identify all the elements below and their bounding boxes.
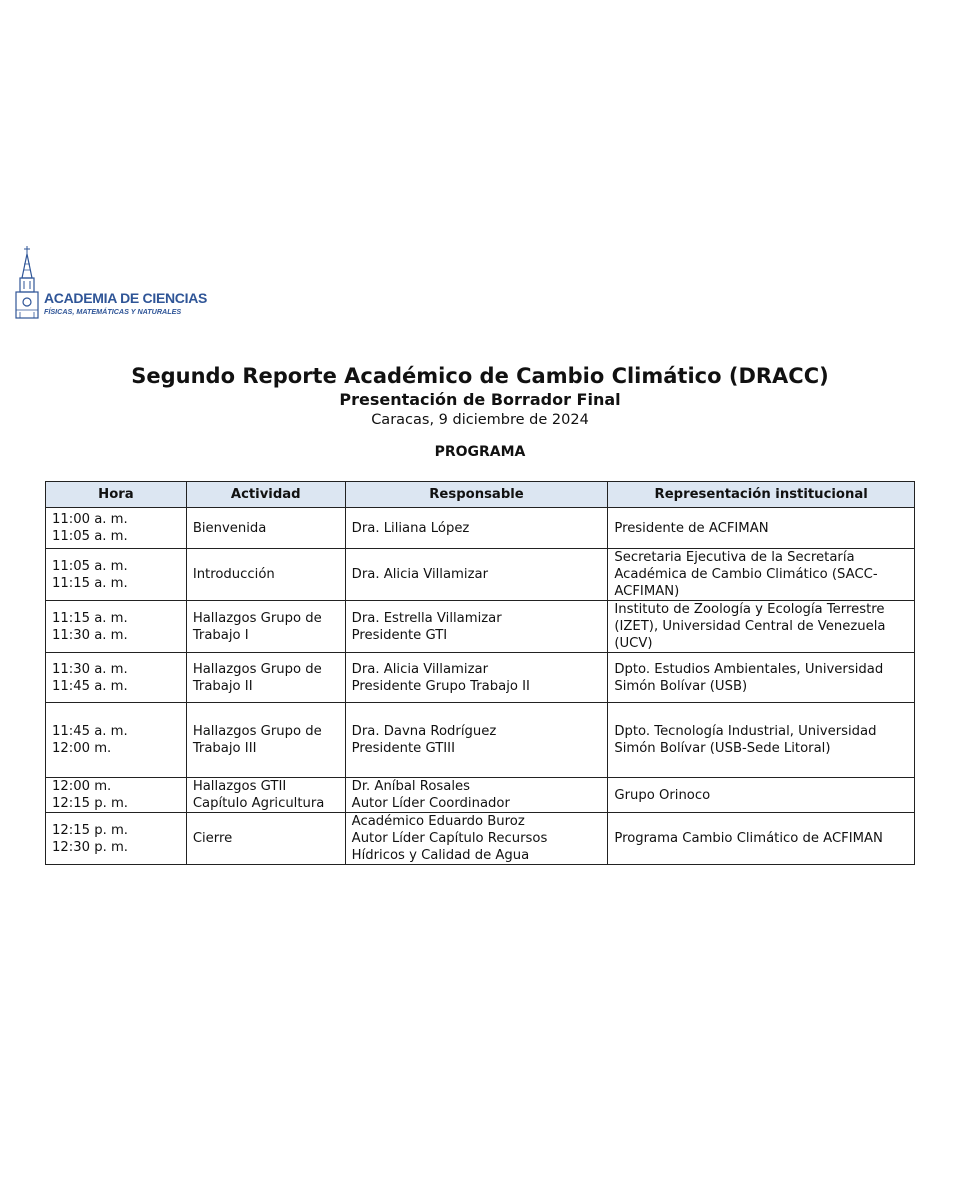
cell-responsable — [345, 508, 608, 549]
cell-line: 12:30 p. m. — [52, 839, 128, 855]
cell-line: Trabajo I — [192, 627, 249, 643]
cell-line: Grupo Orinoco — [614, 787, 711, 803]
cell-line: Autor Líder Capítulo Recursos — [351, 831, 548, 846]
cell-line: Académica de Cambio Climático (SACC- — [614, 567, 878, 582]
cell-line: Hallazgos Grupo de — [192, 724, 322, 739]
cell-representacion — [608, 778, 915, 813]
cell-line: Presidente Grupo Trabajo II — [351, 678, 530, 694]
document-title: Segundo Reporte Académico de Cambio Climático (DRACC) — [131, 364, 829, 388]
column-header-actividad: Actividad — [186, 482, 345, 508]
cell-line: Introducción — [192, 567, 275, 582]
cell-line: 11:30 a. m. — [52, 661, 128, 677]
cell-hora — [46, 508, 187, 549]
cell-actividad — [186, 601, 345, 653]
cell-line: Trabajo III — [192, 741, 257, 756]
cell-line: Secretaria Ejecutiva de la Secretaría — [614, 550, 855, 565]
cell-line: 12:15 p. m. — [52, 796, 128, 811]
cell-hora — [46, 778, 187, 813]
column-header-responsable: Responsable — [345, 482, 608, 508]
cell-line: Capítulo Agricultura — [192, 796, 325, 811]
cell-line: 12:00 m. — [52, 741, 112, 756]
column-header-representacion: Representación institucional — [608, 482, 915, 508]
cell-line: Autor Líder Coordinador — [351, 796, 510, 811]
table-row — [46, 703, 915, 778]
cell-representacion — [608, 508, 915, 549]
cell-line: Instituto de Zoología y Ecología Terrestre — [614, 602, 885, 617]
cell-line: 11:45 a. m. — [52, 724, 128, 739]
cell-line: Dra. Alicia Villamizar — [351, 661, 488, 677]
cell-responsable — [345, 549, 608, 601]
cell-line: Presidente GTI — [351, 627, 448, 643]
table-header-row — [46, 482, 915, 508]
cell-hora — [46, 653, 187, 703]
cell-representacion — [608, 549, 915, 601]
cell-responsable — [345, 813, 608, 865]
cell-hora — [46, 703, 187, 778]
cell-representacion — [608, 601, 915, 653]
cell-actividad — [186, 549, 345, 601]
cell-line: Presidente de ACFIMAN — [614, 520, 769, 536]
cell-line: Dra. Davna Rodríguez — [351, 724, 497, 739]
cell-representacion — [608, 703, 915, 778]
cell-line: Dra. Estrella Villamizar — [351, 610, 502, 626]
table-row — [46, 508, 915, 549]
cell-line: Hídricos y Calidad de Agua — [351, 848, 530, 863]
table-row — [46, 813, 915, 865]
cell-line: Hallazgos Grupo de — [192, 661, 322, 677]
program-table — [45, 481, 915, 865]
cell-actividad — [186, 703, 345, 778]
cell-representacion — [608, 653, 915, 703]
tower-logo-icon — [14, 244, 44, 322]
cell-line: Programa Cambio Climático de ACFIMAN — [614, 831, 883, 846]
cell-actividad — [186, 508, 345, 549]
cell-hora — [46, 813, 187, 865]
column-header-hora: Hora — [46, 482, 187, 508]
cell-representacion — [608, 813, 915, 865]
cell-line: Dr. Aníbal Rosales — [351, 779, 471, 794]
place-date: Caracas, 9 diciembre de 2024 — [371, 412, 589, 428]
cell-line: 12:15 p. m. — [52, 822, 128, 838]
cell-responsable — [345, 601, 608, 653]
cell-line: Trabajo II — [192, 678, 253, 694]
cell-line: (UCV) — [614, 636, 653, 651]
cell-line: Hallazgos Grupo de — [192, 610, 322, 626]
cell-line: Dpto. Estudios Ambientales, Universidad — [614, 661, 884, 677]
section-heading: PROGRAMA — [434, 444, 526, 460]
cell-actividad — [186, 653, 345, 703]
cell-line: Bienvenida — [192, 520, 267, 536]
cell-actividad — [186, 813, 345, 865]
cell-line: Presidente GTIII — [351, 741, 455, 756]
cell-actividad — [186, 778, 345, 813]
cell-hora — [46, 601, 187, 653]
cell-line: Simón Bolívar (USB) — [614, 678, 748, 694]
cell-line: 11:05 a. m. — [52, 529, 128, 544]
cell-responsable — [345, 653, 608, 703]
cell-line: Dra. Liliana López — [351, 520, 470, 536]
cell-line: Simón Bolívar (USB-Sede Litoral) — [614, 741, 831, 756]
cell-line: 11:05 a. m. — [52, 558, 128, 574]
table-row — [46, 549, 915, 601]
title-block — [0, 362, 960, 430]
cell-line: ACFIMAN) — [614, 584, 680, 599]
cell-line: Dra. Alicia Villamizar — [351, 567, 488, 582]
logo-name: ACADEMIA DE CIENCIAS — [44, 290, 208, 306]
cell-hora — [46, 549, 187, 601]
cell-line: 12:00 m. — [52, 779, 112, 794]
logo-subtitle: FÍSICAS, MATEMÁTICAS Y NATURALES — [44, 307, 182, 316]
cell-line: 11:15 a. m. — [52, 575, 128, 591]
cell-responsable — [345, 778, 608, 813]
cell-line: 11:45 a. m. — [52, 678, 128, 694]
document-subtitle: Presentación de Borrador Final — [339, 390, 621, 409]
academy-logo — [14, 244, 208, 324]
cell-line: 11:15 a. m. — [52, 610, 128, 626]
cell-line: Dpto. Tecnología Industrial, Universidad — [614, 724, 877, 739]
table-row — [46, 653, 915, 703]
table-body — [46, 508, 915, 865]
cell-line: Cierre — [192, 831, 233, 846]
table-row — [46, 601, 915, 653]
cell-line: 11:30 a. m. — [52, 627, 128, 643]
cell-line: 11:00 a. m. — [52, 512, 128, 527]
cell-responsable — [345, 703, 608, 778]
cell-line: Académico Eduardo Buroz — [351, 814, 525, 829]
cell-line: (IZET), Universidad Central de Venezuela — [614, 619, 886, 634]
table-row — [46, 778, 915, 813]
cell-line: Hallazgos GTII — [192, 779, 287, 794]
